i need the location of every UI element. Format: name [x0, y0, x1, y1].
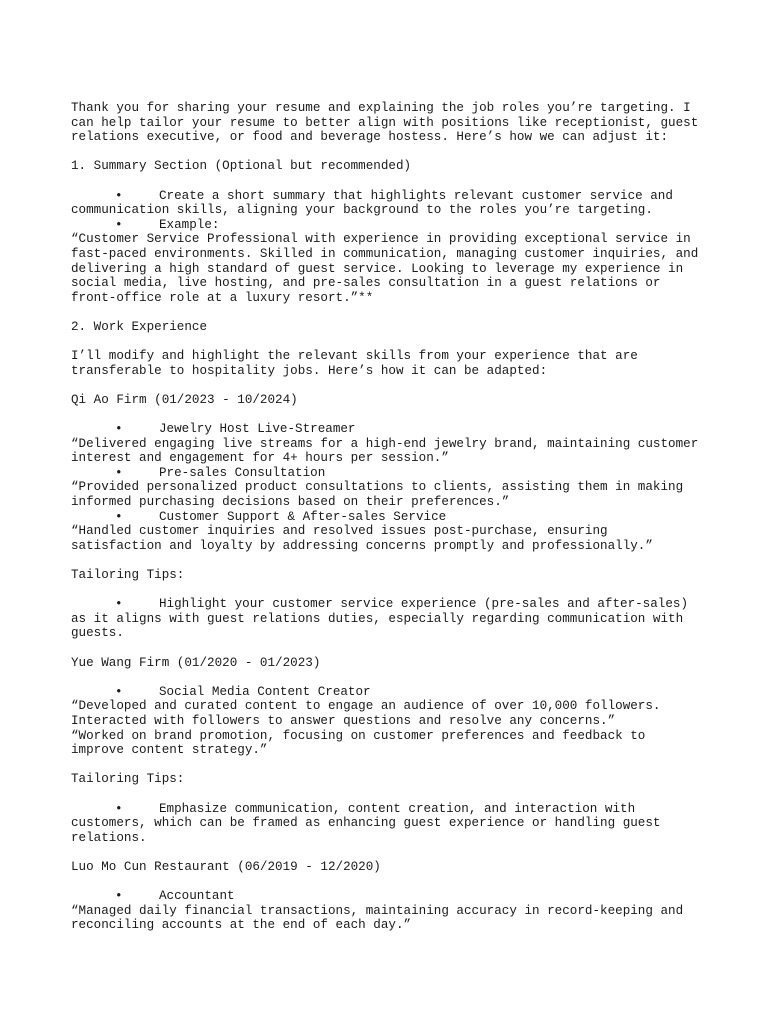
list-item-text: Example:: [159, 217, 220, 232]
bullet-icon: •: [115, 465, 123, 480]
list-item-text: guests.: [71, 626, 124, 641]
quote-line: “Managed daily financial transactions, maintaining accuracy in record-keeping and: [71, 903, 684, 918]
bullet-icon: •: [115, 509, 123, 524]
bullet-icon: •: [115, 801, 123, 816]
bullet-icon: •: [115, 684, 123, 699]
list-item: [71, 510, 711, 525]
list-item-text: customers, which can be framed as enhancing guest experience or handling guest: [71, 816, 661, 831]
list-item: [71, 218, 711, 233]
bullet-icon: •: [115, 597, 123, 612]
job-title: Qi Ao Firm (01/2023 - 10/2024): [71, 392, 298, 407]
list-item-text: Highlight your customer service experience (pre-sales and after-sales): [159, 597, 689, 612]
job-title: Luo Mo Cun Restaurant (06/2019 - 12/2020): [71, 859, 381, 874]
list-item-text: relations.: [71, 830, 147, 845]
list-item-text: Emphasize communication, content creation, and interaction with: [159, 801, 636, 816]
list-item-text: Customer Support & After-sales Service: [159, 509, 447, 524]
list-item: [71, 189, 711, 204]
intro-paragraph: [71, 101, 711, 145]
quote-line: “Delivered engaging live streams for a high-end jewelry brand, maintaining customer: [71, 436, 699, 451]
quote-line: “Worked on brand promotion, focusing on customer preferences and feedback to: [71, 728, 646, 743]
job-title: Yue Wang Firm (01/2020 - 01/2023): [71, 655, 321, 670]
tips-heading: Tailoring Tips:: [71, 568, 185, 582]
list-item: [71, 422, 711, 437]
bullet-icon: •: [115, 889, 123, 904]
quote-line: Interacted with followers to answer questions and resolve any concerns.”: [71, 713, 616, 728]
bullet-icon: •: [115, 422, 123, 437]
bullet-icon: •: [115, 188, 123, 203]
quote-line: social media, live hosting, and pre-sales consultation in a guest relations or: [71, 276, 661, 291]
document-page: [71, 101, 711, 933]
quote-line: “Handled customer inquiries and resolved issues post-purchase, ensuring: [71, 524, 608, 539]
list-item-text: Jewelry Host Live-Streamer: [159, 422, 356, 437]
example-quote: [71, 232, 711, 305]
list-item-text: Accountant: [159, 889, 235, 904]
list-item: [71, 685, 711, 700]
quote-line: delivering a high standard of guest service. Looking to leverage my experience in: [71, 261, 684, 276]
quote-line: reconciling accounts at the end of each day.”: [71, 918, 412, 933]
list-item: [71, 802, 711, 817]
list-item-text: Create a short summary that highlights relevant customer service and: [159, 188, 673, 203]
intro-line: relations executive, or food and beverage hostess. Here’s how we can adjust it:: [71, 130, 669, 145]
intro-line: Thank you for sharing your resume and explaining the job roles you’re targeting. I: [71, 101, 691, 115]
list-item-text: Social Media Content Creator: [159, 684, 371, 699]
quote-line: front-office role at a luxury resort.”**: [71, 290, 374, 305]
list-item: [71, 889, 711, 904]
quote-line: informed purchasing decisions based on their preferences.”: [71, 495, 510, 510]
quote-line: fast-paced environments. Skilled in communication, managing customer inquiries, and: [71, 246, 699, 261]
quote-line: “Provided personalized product consultations to clients, assisting them in making: [71, 480, 684, 495]
intro-line: can help tailor your resume to better align with positions like receptionist, guest: [71, 115, 699, 130]
list-item-text: as it aligns with guest relations duties, especially regarding communication with: [71, 611, 684, 626]
work-intro-line: I’ll modify and highlight the relevant skills from your experience that are: [71, 349, 638, 364]
bullet-icon: •: [115, 217, 123, 232]
work-intro-line: transferable to hospitality jobs. Here’s how it can be adapted:: [71, 363, 548, 378]
list-item: [71, 466, 711, 481]
list-item-text: communication skills, aligning your background to the roles you’re targeting.: [71, 203, 653, 218]
quote-line: interest and engagement for 4+ hours per session.”: [71, 451, 449, 466]
quote-line: improve content strategy.”: [71, 743, 268, 758]
work-experience-heading: 2. Work Experience: [71, 319, 208, 334]
quote-line: satisfaction and loyalty by addressing concerns promptly and professionally.”: [71, 538, 653, 553]
quote-line: “Customer Service Professional with experience in providing exceptional service in: [71, 232, 691, 247]
tips-heading: Tailoring Tips:: [71, 772, 185, 787]
list-item: [71, 597, 711, 612]
quote-line: “Developed and curated content to engage an audience of over 10,000 followers.: [71, 699, 661, 714]
list-item-text: Pre-sales Consultation: [159, 465, 326, 480]
summary-heading: 1. Summary Section (Optional but recommended): [71, 159, 412, 174]
